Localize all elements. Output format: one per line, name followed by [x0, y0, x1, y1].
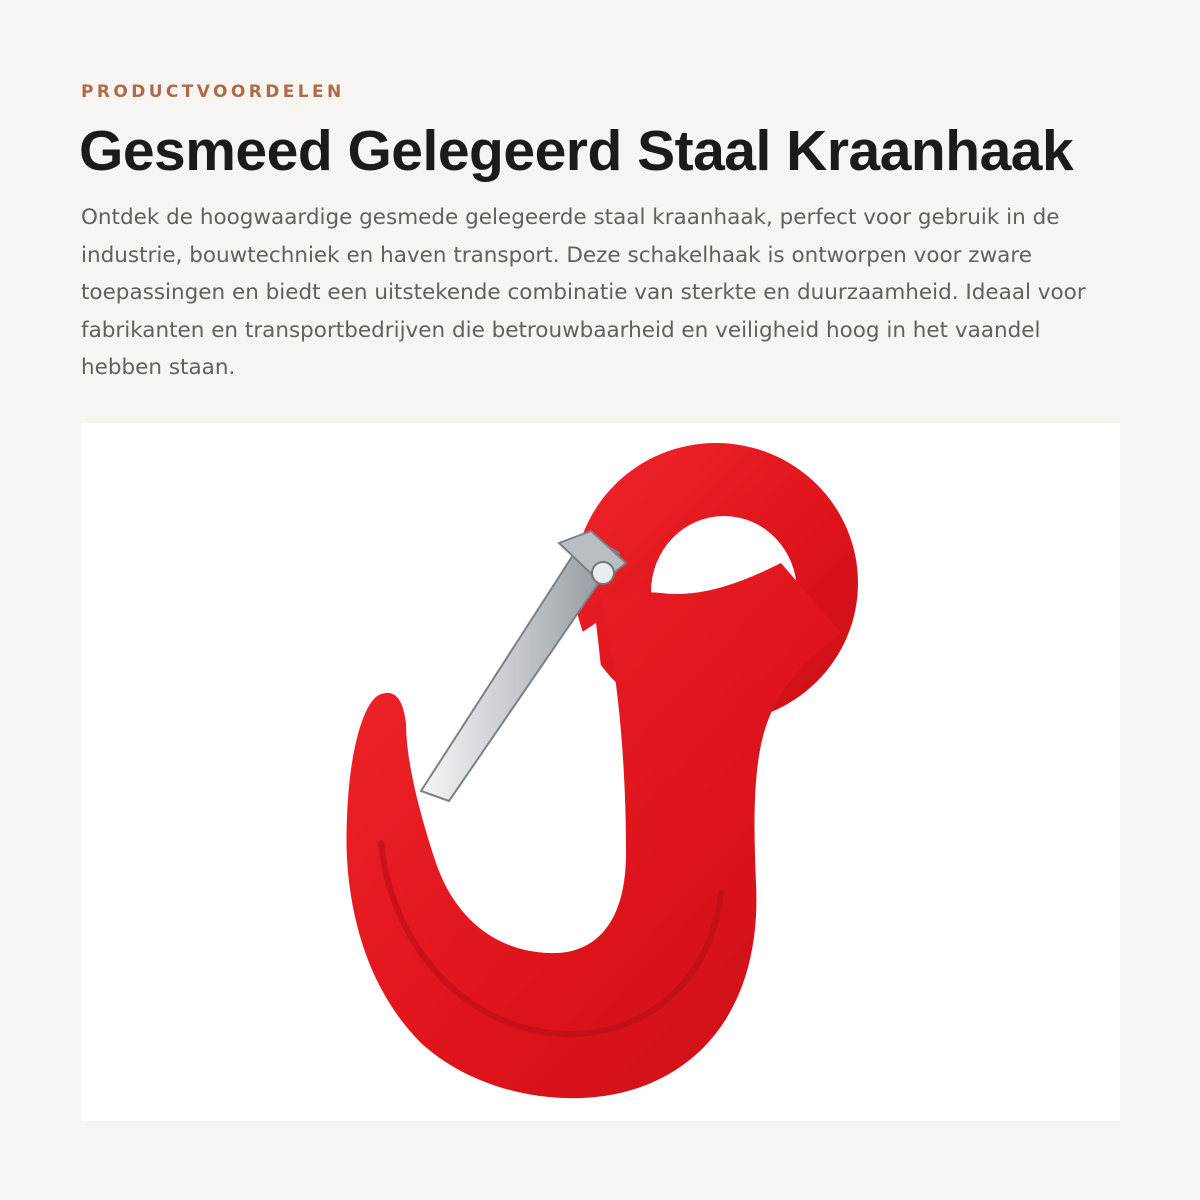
page-title: Gesmeed Gelegeerd Staal Kraanhaak — [79, 119, 1074, 183]
crane-hook-illustration — [81, 423, 1120, 1121]
product-description: Ontdek de hoogwaardige gesmede gelegeerde staal kraanhaak, perfect voor gebruik in de industrie, bouwtechniek en haven transport. Deze schakelhaak is ontworpen voor zware toepassingen en biedt een uitstekende combinatie van sterkte en duurzaamheid. Ideaal voor fabrikanten en transportbedrijven die betrouwbaarheid en veiligheid hoog in het vaandel hebben staan. — [81, 205, 1086, 380]
section-eyebrow: PRODUCTVOORDELEN — [81, 82, 345, 102]
product-image — [81, 423, 1120, 1121]
